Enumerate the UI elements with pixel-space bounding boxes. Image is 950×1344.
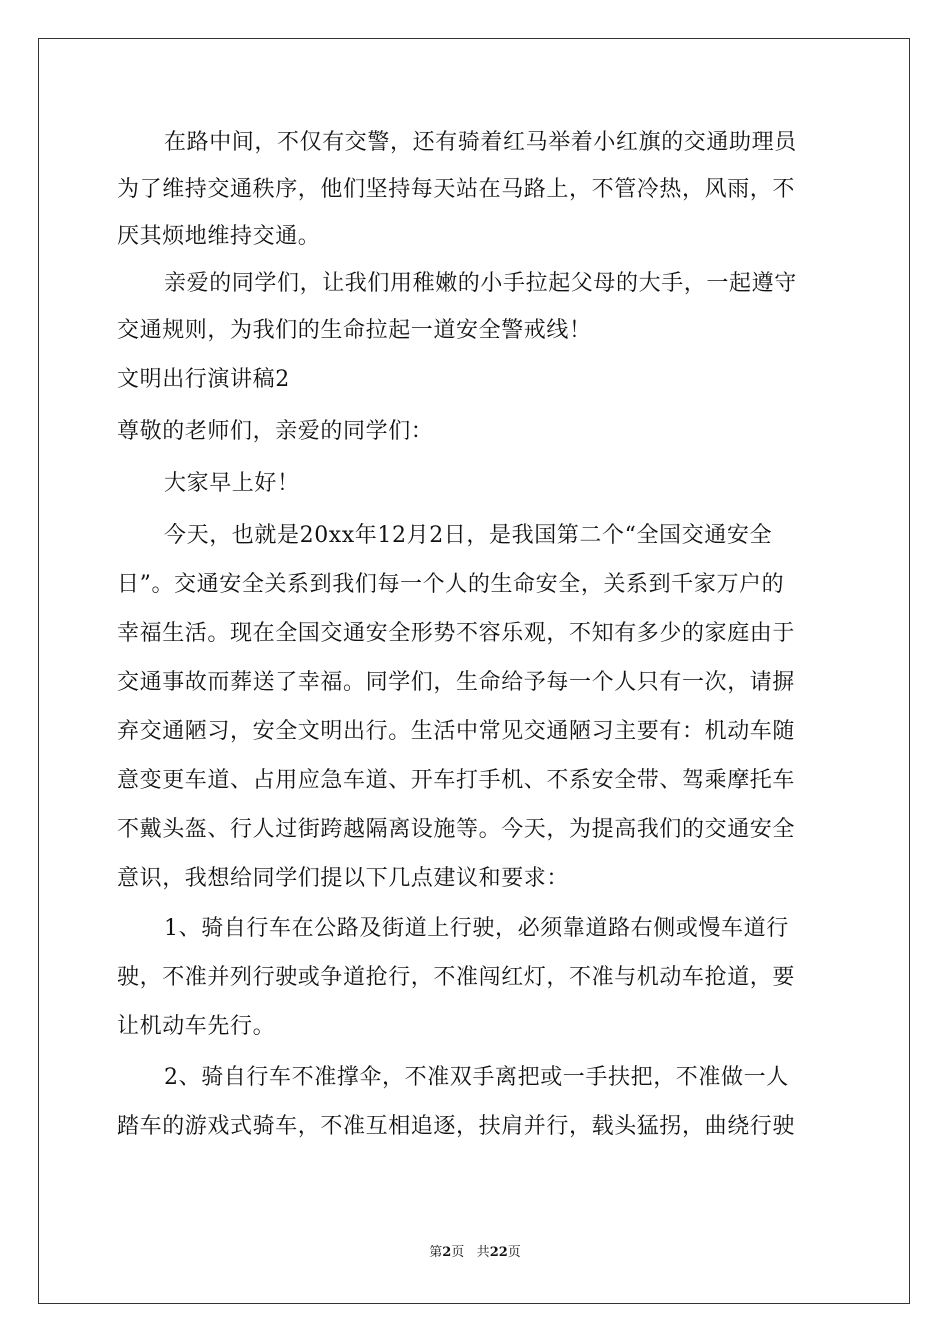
paragraph-line: 今天，也就是20xx年12月2日，是我国第二个“全国交通安全 <box>164 523 773 548</box>
page-prefix: 第 <box>429 1245 443 1260</box>
paragraph-line: 日”。交通安全关系到我们每一个人的生命安全，关系到千家万户的 <box>117 572 785 597</box>
paragraph-line: 1、骑自行车在公路及街道上行驶，必须靠道路右侧或慢车道行 <box>164 916 789 941</box>
section-title: 文明出行演讲稿2 <box>117 367 290 392</box>
page-footer <box>0 1244 950 1262</box>
paragraph-line: 弃交通陋习，安全文明出行。生活中常见交通陋习主要有：机动车随 <box>117 719 796 744</box>
paragraph-line: 交通事故而葬送了幸福。同学们，生命给予每一个人只有一次，请摒 <box>117 670 796 695</box>
total-prefix: 共 <box>476 1245 490 1260</box>
paragraph-line: 亲爱的同学们，让我们用稚嫩的小手拉起父母的大手，一起遵守 <box>164 271 797 296</box>
paragraph-line: 幸福生活。现在全国交通安全形势不容乐观，不知有多少的家庭由于 <box>117 621 796 646</box>
page-number: 2 <box>442 1245 452 1260</box>
salutation: 尊敬的老师们，亲爱的同学们： <box>117 419 434 444</box>
total-suffix: 页 <box>507 1245 521 1260</box>
paragraph-line: 让机动车先行。 <box>117 1014 276 1039</box>
paragraph-line: 在路中间，不仅有交警，还有骑着红马举着小红旗的交通助理员 <box>164 130 797 155</box>
paragraph-line: 2、骑自行车不准撑伞，不准双手离把或一手扶把，不准做一人 <box>164 1065 789 1090</box>
paragraph-line: 意识，我想给同学们提以下几点建议和要求： <box>117 866 570 891</box>
paragraph-line: 为了维持交通秩序，他们坚持每天站在马路上，不管冷热，风雨，不 <box>117 177 796 202</box>
paragraph-line: 不戴头盔、行人过街跨越隔离设施等。今天，为提高我们的交通安全 <box>117 817 796 842</box>
paragraph-line: 厌其烦地维持交通。 <box>117 224 321 249</box>
page-suffix: 页 <box>451 1245 465 1260</box>
paragraph-line: 交通规则，为我们的生命拉起一道安全警戒线！ <box>117 318 592 343</box>
paragraph-line: 踏车的游戏式骑车，不准互相追逐，扶肩并行，载头猛拐，曲绕行驶 <box>117 1114 796 1139</box>
paragraph-line: 驶，不准并列行驶或争道抢行，不准闯红灯，不准与机动车抢道，要 <box>117 965 796 990</box>
greeting: 大家早上好！ <box>164 471 300 496</box>
paragraph-line: 意变更车道、占用应急车道、开车打手机、不系安全带、驾乘摩托车 <box>117 768 796 793</box>
total-pages: 22 <box>489 1245 508 1260</box>
